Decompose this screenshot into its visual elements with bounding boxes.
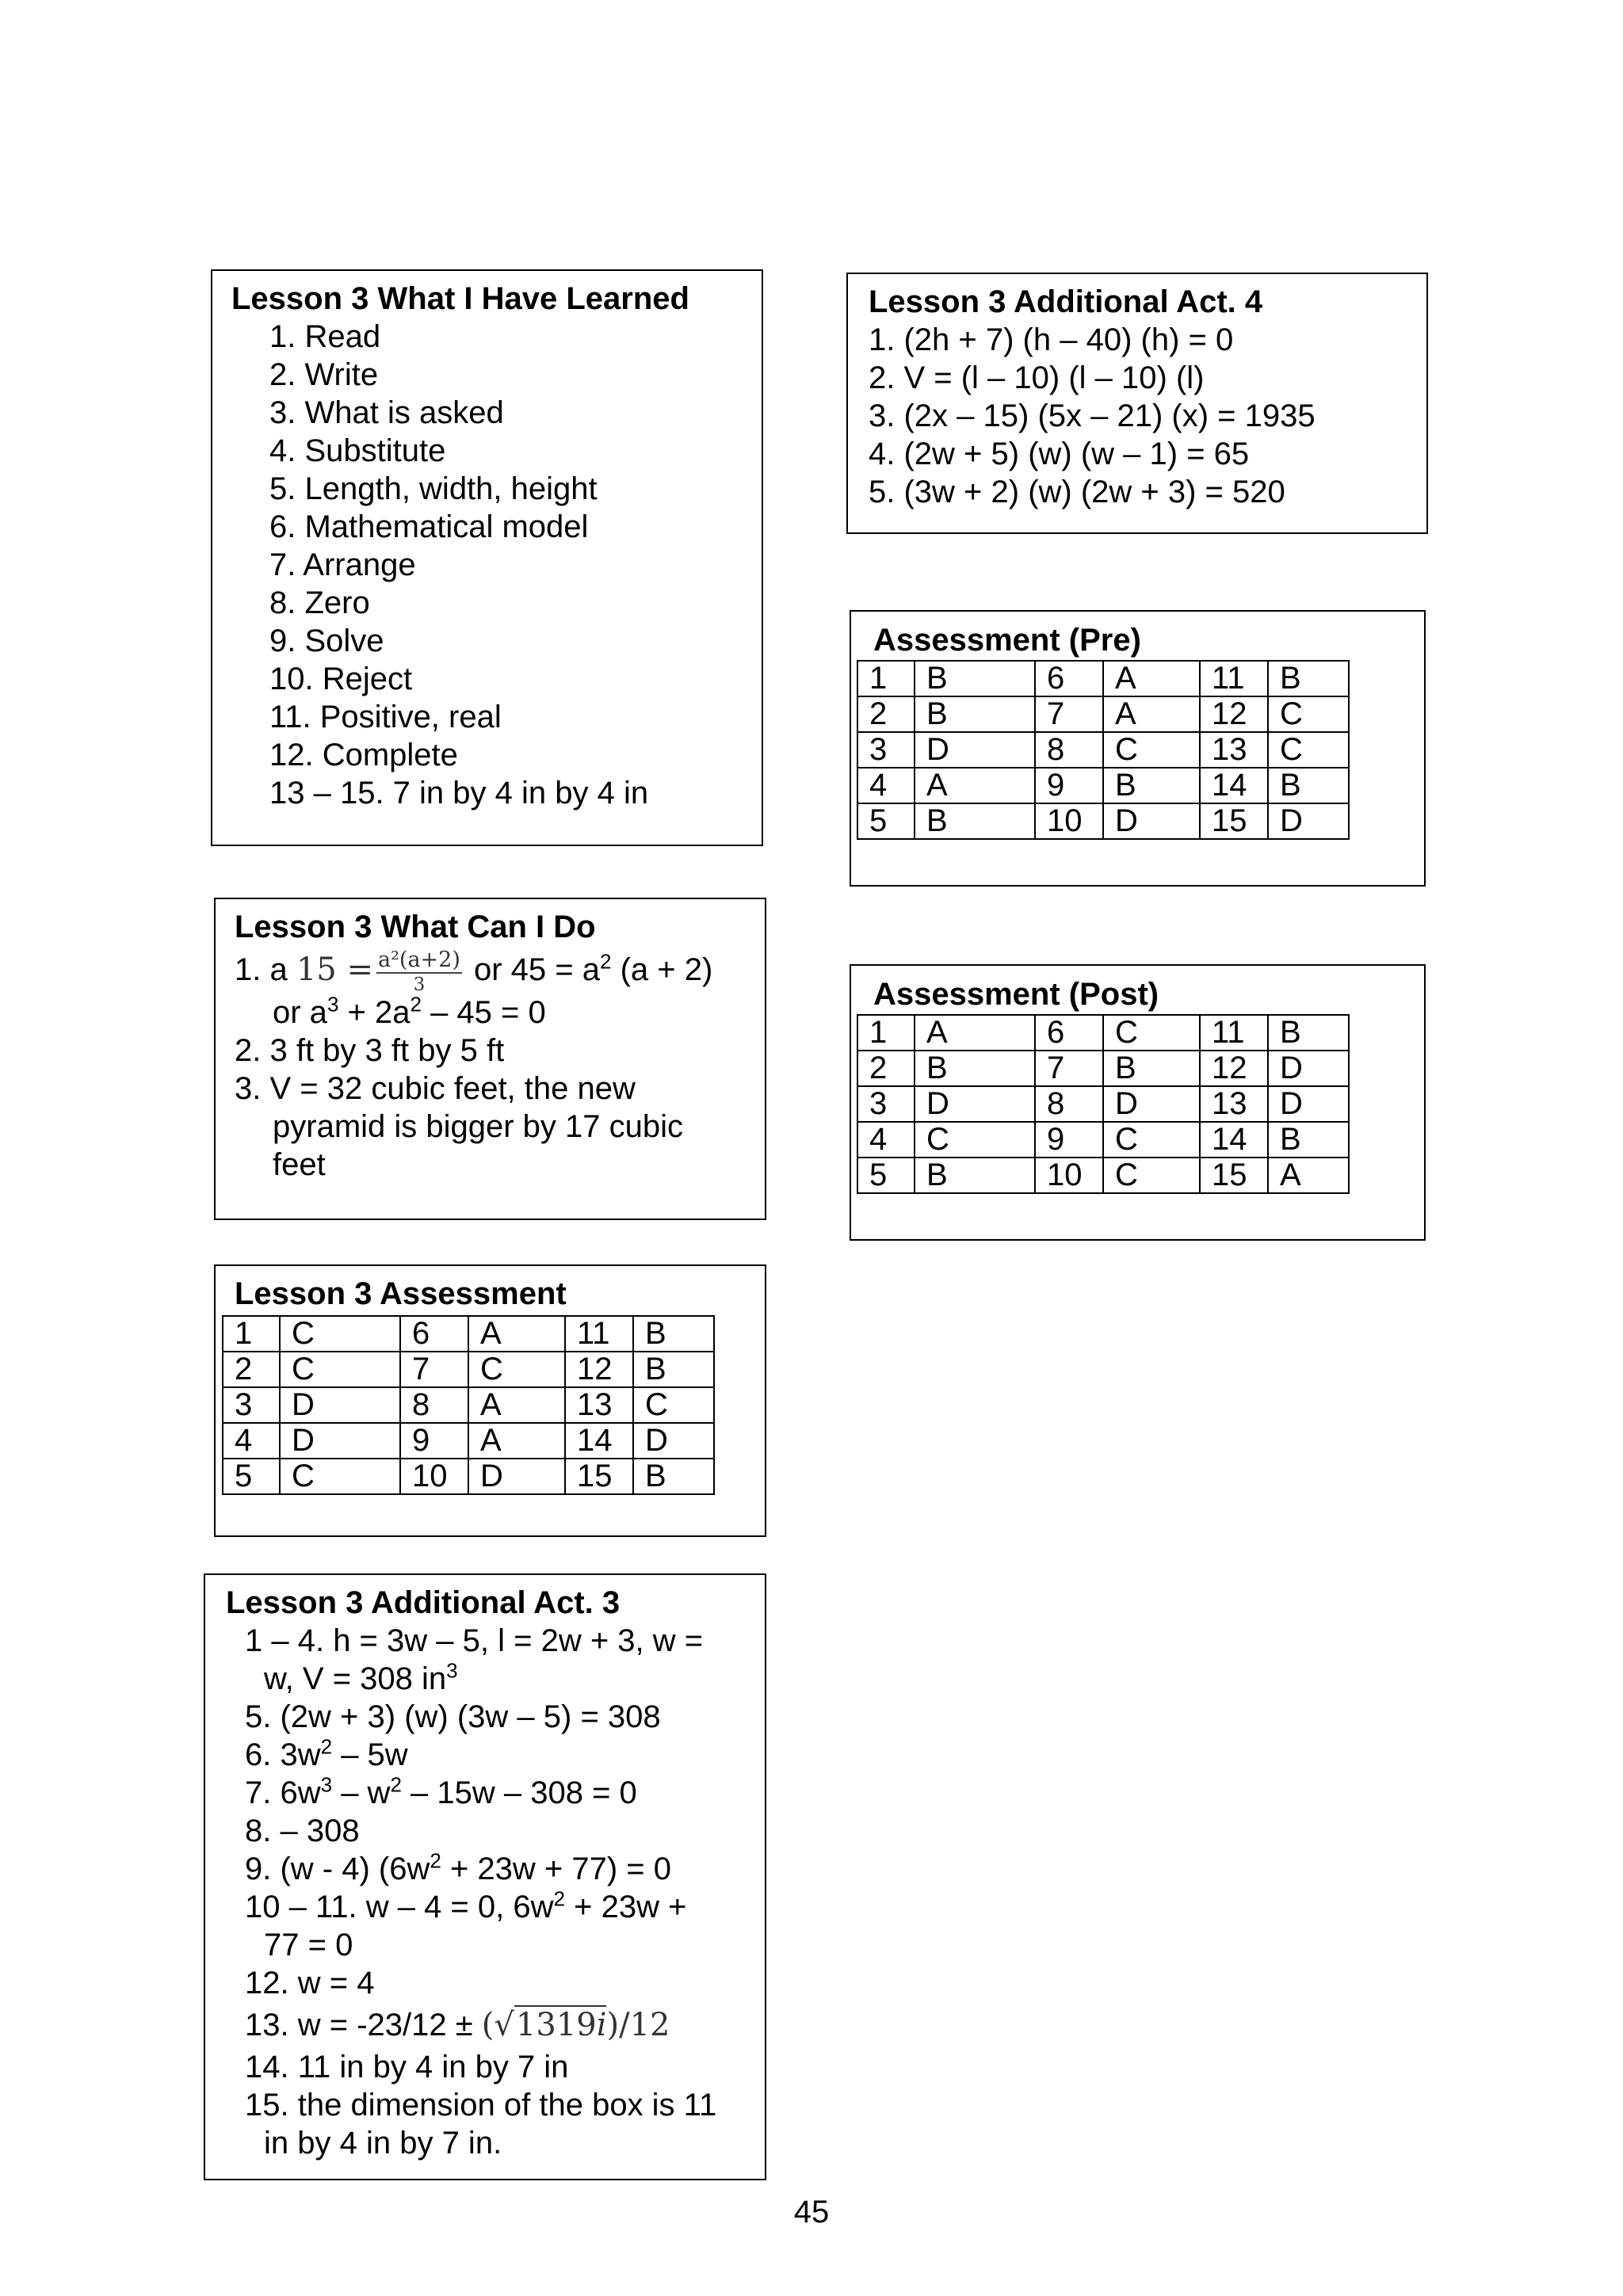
- pre-title: Assessment (Pre): [873, 623, 1141, 658]
- assessment-box: [214, 1264, 766, 1537]
- item-number-cell: 14: [565, 1423, 633, 1459]
- superscript: 2: [430, 1848, 441, 1873]
- item-number-cell: 13: [1200, 1086, 1268, 1122]
- answer-cell: B: [915, 803, 1035, 839]
- cando-title: Lesson 3 What Can I Do: [235, 910, 596, 944]
- superscript: 3: [327, 992, 339, 1016]
- answer-cell: B: [915, 661, 1035, 696]
- item-number-cell: 2: [857, 1051, 915, 1086]
- answer-cell: D: [915, 732, 1035, 768]
- learned-item: 1. Read: [269, 319, 381, 354]
- answer-cell: C: [1103, 1158, 1200, 1193]
- table-row: [223, 1459, 714, 1494]
- answer-cell: B: [633, 1459, 714, 1494]
- learned-item: 2. Write: [269, 357, 379, 392]
- table-row: [857, 1015, 1349, 1051]
- table-row: [857, 803, 1349, 839]
- learned-box: [211, 269, 763, 846]
- table-row: [857, 1122, 1349, 1158]
- answer-cell: A: [915, 1015, 1035, 1051]
- text: or a: [273, 995, 327, 1030]
- item-number-cell: 5: [223, 1459, 280, 1494]
- answer-cell: A: [1268, 1158, 1349, 1193]
- post-table: [857, 1014, 1350, 1194]
- learned-item: 10. Reject: [269, 662, 413, 696]
- act4-box: [846, 273, 1428, 534]
- answer-cell: A: [468, 1387, 565, 1423]
- answer-cell: C: [1268, 696, 1349, 732]
- table-row: [223, 1423, 714, 1459]
- answer-cell: C: [1103, 1015, 1200, 1051]
- act3-line: 8. – 308: [245, 1814, 360, 1848]
- pre-box: [850, 610, 1426, 887]
- sqrt-expression: [482, 2005, 670, 2043]
- answer-cell: B: [1268, 1122, 1349, 1158]
- item-number-cell: 11: [1200, 661, 1268, 696]
- answer-cell: D: [1103, 803, 1200, 839]
- item-number-cell: 7: [1035, 1051, 1103, 1086]
- cando-box: [214, 898, 766, 1220]
- answer-cell: C: [1268, 732, 1349, 768]
- table-row: [223, 1387, 714, 1423]
- item-number-cell: 13: [565, 1387, 633, 1423]
- fraction-denominator: 3: [413, 974, 426, 995]
- learned-item: 13 – 15. 7 in by 4 in by 4 in: [269, 776, 649, 810]
- imaginary-unit: i: [596, 2007, 607, 2043]
- answer-cell: C: [1103, 1122, 1200, 1158]
- text: 7. 6w: [245, 1775, 321, 1810]
- item-number-cell: 7: [400, 1352, 468, 1387]
- learned-title: Lesson 3 What I Have Learned: [231, 281, 689, 316]
- learned-item: 6. Mathematical model: [269, 509, 589, 544]
- answer-cell: B: [1103, 1051, 1200, 1086]
- answer-cell: B: [915, 1051, 1035, 1086]
- act3-line: 1 – 4. h = 3w – 5, l = 2w + 3, w =: [245, 1623, 704, 1658]
- item-number-cell: 4: [857, 768, 915, 803]
- item-number-cell: 11: [565, 1316, 633, 1352]
- text: – 5w: [332, 1737, 408, 1772]
- fraction-numerator: a²(a+2): [377, 947, 460, 972]
- superscript: 2: [600, 949, 612, 974]
- act3-line: [245, 1888, 716, 1926]
- item-number-cell: 5: [857, 803, 915, 839]
- text: or 45 = a: [464, 952, 600, 987]
- act4-item: 5. (3w + 2) (w) (2w + 3) = 520: [869, 475, 1285, 509]
- item-number-cell: 3: [223, 1387, 280, 1423]
- text: 13. w = -23/12 ±: [245, 2008, 482, 2042]
- superscript: 2: [320, 1734, 333, 1759]
- item-number-cell: 3: [857, 732, 915, 768]
- answer-cell: C: [633, 1387, 714, 1423]
- assessment-table: [222, 1315, 715, 1495]
- answer-cell: C: [1103, 732, 1200, 768]
- sqrt-close: )/12: [606, 2007, 670, 2043]
- superscript: 3: [446, 1658, 458, 1683]
- answer-cell: D: [1103, 1086, 1200, 1122]
- act4-item: 1. (2h + 7) (h – 40) (h) = 0: [869, 322, 1234, 357]
- answer-cell: A: [1103, 661, 1200, 696]
- act3-line: [245, 1736, 716, 1774]
- item-number-cell: 12: [565, 1352, 633, 1387]
- act3-line: 12. w = 4: [245, 1966, 375, 2000]
- item-number-cell: 15: [1200, 1158, 1268, 1193]
- act3-content: [226, 1584, 716, 2162]
- item-number-cell: 9: [1035, 768, 1103, 803]
- answer-cell: C: [280, 1459, 400, 1494]
- text: – 15w – 308 = 0: [401, 1775, 637, 1810]
- act3-line: [245, 1660, 716, 1698]
- act3-line: 5. (2w + 3) (w) (3w – 5) = 308: [245, 1699, 661, 1734]
- answer-cell: B: [633, 1316, 714, 1352]
- item-number-cell: 8: [1035, 1086, 1103, 1122]
- answer-cell: A: [1103, 696, 1200, 732]
- item-number-cell: 2: [857, 696, 915, 732]
- answer-cell: C: [280, 1316, 400, 1352]
- item-number-cell: 1: [857, 1015, 915, 1051]
- post-box: [850, 964, 1426, 1241]
- act4-content: [869, 283, 1316, 511]
- item-number-cell: 14: [1200, 1122, 1268, 1158]
- item-number-cell: 3: [857, 1086, 915, 1122]
- act3-line: in by 4 in by 7 in.: [264, 2126, 502, 2161]
- table-row: [857, 768, 1349, 803]
- text: + 2a: [338, 995, 411, 1030]
- item-number-cell: 15: [565, 1459, 633, 1494]
- cando-item-1: [235, 946, 712, 994]
- item-number-cell: 14: [1200, 768, 1268, 803]
- text: + 23w + 77) = 0: [441, 1852, 672, 1886]
- cando-item-3: 3. V = 32 cubic feet, the new: [235, 1071, 636, 1106]
- act3-title: Lesson 3 Additional Act. 3: [226, 1585, 621, 1620]
- superscript: 3: [320, 1772, 333, 1797]
- act4-item: 3. (2x – 15) (5x – 21) (x) = 1935: [869, 399, 1316, 433]
- page-number: 45: [793, 2195, 830, 2229]
- table-row: [857, 732, 1349, 768]
- act3-line: 14. 11 in by 4 in by 7 in: [245, 2050, 569, 2084]
- answer-cell: B: [1268, 1015, 1349, 1051]
- learned-item: 3. What is asked: [269, 395, 504, 430]
- item-number-cell: 15: [1200, 803, 1268, 839]
- learned-item: 9. Solve: [269, 624, 384, 658]
- act4-title: Lesson 3 Additional Act. 4: [869, 284, 1263, 319]
- sqrt-open: (√: [481, 2007, 514, 2043]
- table-row: [857, 1158, 1349, 1193]
- table-row: [857, 661, 1349, 696]
- item-number-cell: 1: [223, 1316, 280, 1352]
- superscript: 2: [390, 1772, 402, 1797]
- item-number-cell: 4: [223, 1423, 280, 1459]
- item-number-cell: 1: [857, 661, 915, 696]
- post-title: Assessment (Post): [873, 977, 1159, 1012]
- item-number-cell: 13: [1200, 732, 1268, 768]
- text: 1. a: [235, 952, 296, 987]
- answer-cell: B: [633, 1352, 714, 1387]
- item-number-cell: 10: [400, 1459, 468, 1494]
- superscript: 2: [553, 1886, 565, 1911]
- learned-item: 11. Positive, real: [269, 700, 502, 734]
- answer-cell: D: [280, 1423, 400, 1459]
- answer-cell: B: [915, 1158, 1035, 1193]
- answer-cell: B: [1268, 661, 1349, 696]
- text: (a + 2): [611, 952, 713, 987]
- answer-cell: D: [468, 1459, 565, 1494]
- act3-line: 77 = 0: [264, 1928, 353, 1962]
- item-number-cell: 9: [1035, 1122, 1103, 1158]
- pre-table: [857, 660, 1350, 840]
- text: 6. 3w: [245, 1737, 321, 1772]
- table-row: [857, 696, 1349, 732]
- answer-cell: B: [1103, 768, 1200, 803]
- answer-cell: A: [915, 768, 1035, 803]
- item-number-cell: 9: [400, 1423, 468, 1459]
- assessment-title: Lesson 3 Assessment: [235, 1276, 567, 1311]
- act4-item: 2. V = (l – 10) (l – 10) (l): [869, 360, 1205, 395]
- item-number-cell: 7: [1035, 696, 1103, 732]
- act3-line: [245, 2002, 716, 2048]
- cando-item-3-cont: pyramid is bigger by 17 cubic: [273, 1109, 684, 1144]
- item-number-cell: 6: [400, 1316, 468, 1352]
- item-number-cell: 2: [223, 1352, 280, 1387]
- item-number-cell: 12: [1200, 696, 1268, 732]
- answer-cell: A: [468, 1423, 565, 1459]
- superscript: 2: [410, 992, 422, 1016]
- cando-content: [235, 908, 712, 1184]
- answer-cell: D: [1268, 803, 1349, 839]
- table-row: [223, 1352, 714, 1387]
- learned-item: 8. Zero: [269, 585, 370, 620]
- item-number-cell: 12: [1200, 1051, 1268, 1086]
- act3-line: [245, 1850, 716, 1888]
- cando-item-1-cont: [235, 994, 712, 1032]
- item-number-cell: 8: [400, 1387, 468, 1423]
- sqrt-radicand: [514, 2005, 607, 2043]
- table-row: [857, 1051, 1349, 1086]
- item-number-cell: 4: [857, 1122, 915, 1158]
- act4-item: 4. (2w + 5) (w) (w – 1) = 65: [869, 437, 1250, 471]
- table-row: [857, 1086, 1349, 1122]
- table-row: [223, 1316, 714, 1352]
- math-fraction: [376, 949, 462, 994]
- text: – 45 = 0: [421, 995, 546, 1030]
- act3-line: [245, 1774, 716, 1812]
- answer-cell: B: [1268, 768, 1349, 803]
- text: – w: [332, 1775, 391, 1810]
- act3-box: [204, 1573, 766, 2180]
- act4-list: [869, 321, 1316, 511]
- item-number-cell: 10: [1035, 803, 1103, 839]
- cando-item-3-cont: feet: [273, 1147, 326, 1182]
- text: + 23w +: [564, 1890, 687, 1924]
- learned-item: 7. Arrange: [269, 547, 416, 582]
- answer-cell: C: [915, 1122, 1035, 1158]
- item-number-cell: 8: [1035, 732, 1103, 768]
- learned-content: [231, 280, 689, 812]
- learned-item: 5. Length, width, height: [269, 471, 598, 506]
- learned-item: 12. Complete: [269, 738, 458, 772]
- text: 9. (w - 4) (6w: [245, 1852, 430, 1886]
- radicand: 1319: [515, 2007, 597, 2043]
- act3-line: 15. the dimension of the box is 11: [245, 2088, 717, 2122]
- answer-cell: D: [1268, 1086, 1349, 1122]
- item-number-cell: 5: [857, 1158, 915, 1193]
- answer-cell: C: [280, 1352, 400, 1387]
- answer-cell: D: [280, 1387, 400, 1423]
- answer-cell: D: [915, 1086, 1035, 1122]
- item-number-cell: 10: [1035, 1158, 1103, 1193]
- learned-item: 4. Substitute: [269, 433, 446, 468]
- answer-cell: C: [468, 1352, 565, 1387]
- answer-cell: B: [915, 696, 1035, 732]
- math-lhs: 15 =: [296, 952, 373, 988]
- answer-cell: D: [1268, 1051, 1349, 1086]
- learned-list: [231, 318, 689, 812]
- item-number-cell: 11: [1200, 1015, 1268, 1051]
- text: w, V = 308 in: [264, 1661, 447, 1696]
- text: 10 – 11. w – 4 = 0, 6w: [245, 1890, 554, 1924]
- act3-list: [226, 1622, 716, 2162]
- answer-cell: D: [633, 1423, 714, 1459]
- item-number-cell: 6: [1035, 661, 1103, 696]
- cando-item-2: 2. 3 ft by 3 ft by 5 ft: [235, 1033, 505, 1068]
- answer-cell: A: [468, 1316, 565, 1352]
- item-number-cell: 6: [1035, 1015, 1103, 1051]
